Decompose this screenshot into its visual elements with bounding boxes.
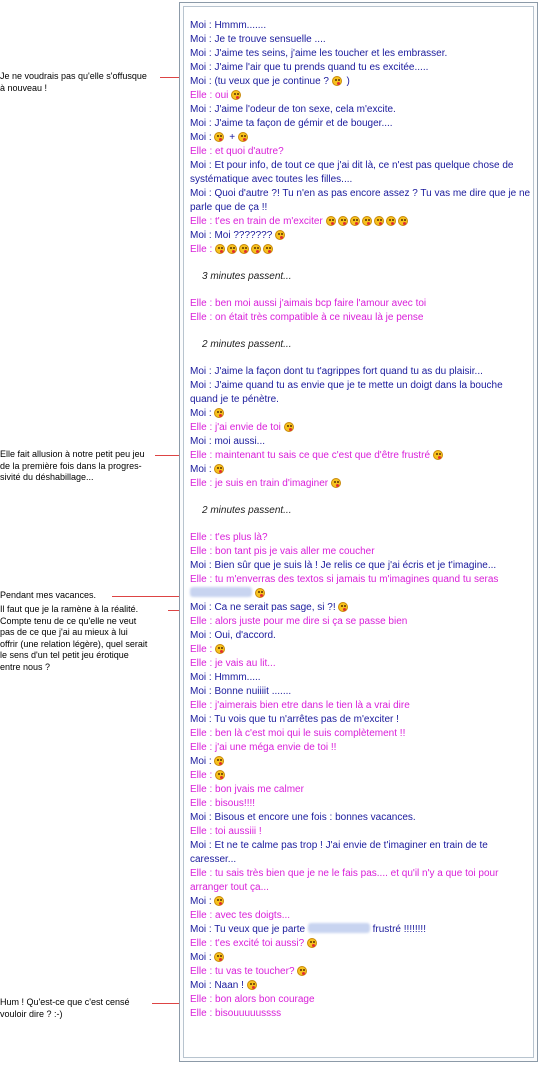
- message-elle: [190, 727, 532, 741]
- message-text: Elle : bisouuuuussss: [190, 1008, 282, 1019]
- message-moi: [190, 379, 532, 407]
- message-elle: [190, 243, 532, 257]
- message-moi: [190, 117, 532, 131]
- message-moi: [190, 895, 532, 909]
- message-moi: [190, 811, 532, 825]
- chat-log-frame: [179, 2, 538, 1062]
- annotation-offense: Je ne voudrais pas qu'elle s'offusque à nouveau !: [0, 71, 147, 93]
- smiley-icon: [326, 216, 336, 226]
- smiley-icon: [214, 952, 224, 962]
- message-text: Moi : J'aime la façon dont tu t'agrippes fort quand tu as du plaisir...: [190, 366, 483, 377]
- message-moi: [190, 601, 532, 615]
- message-text: Elle :: [190, 244, 213, 255]
- message-text: Elle : j'ai une méga envie de toi !!: [190, 742, 337, 753]
- message-elle: [190, 937, 532, 951]
- smiley-icon: [331, 478, 341, 488]
- message-elle: [190, 311, 532, 325]
- message-moi: [190, 923, 532, 937]
- message-text: Elle : toi aussiii !: [190, 826, 262, 837]
- message-text: Moi : Bien sûr que je suis là ! Je relis ce que j'ai écris et je t'imagine...: [190, 560, 497, 571]
- message-elle: [190, 545, 532, 559]
- smiley-icon: [297, 966, 307, 976]
- message-moi: [190, 979, 532, 993]
- message-moi: [190, 755, 532, 769]
- smiley-icon: [386, 216, 396, 226]
- message-text: Moi : Tu vois que tu n'arrêtes pas de m'exciter !: [190, 714, 399, 725]
- time-pause-note: [202, 270, 532, 284]
- smiley-icon: [214, 132, 224, 142]
- message-text: Moi : J'aime ta façon de gémir et de bouger....: [190, 118, 393, 129]
- message-moi: [190, 229, 532, 243]
- redacted-text: [308, 923, 370, 933]
- message-moi: [190, 559, 532, 573]
- message-text: Moi : Ca ne serait pas sage, si ?!: [190, 602, 336, 613]
- message-text: Elle :: [190, 770, 213, 781]
- message-text: Moi : Tu veux que je parte: [190, 924, 306, 935]
- message-moi: [190, 671, 532, 685]
- message-text: Elle : ben là c'est moi qui le suis complètement !!: [190, 728, 406, 739]
- message-elle: [190, 89, 532, 103]
- message-moi: [190, 61, 532, 75]
- smiley-icon: [215, 244, 225, 254]
- message-elle: [190, 1007, 532, 1021]
- smiley-icon: [215, 644, 225, 654]
- message-text: Elle :: [190, 644, 213, 655]
- message-text: Moi : Oui, d'accord.: [190, 630, 276, 641]
- smiley-icon: [255, 588, 265, 598]
- message-moi: [190, 463, 532, 477]
- message-moi: [190, 407, 532, 421]
- smiley-icon: [275, 230, 285, 240]
- smiley-icon: [362, 216, 372, 226]
- message-text: Elle : tu m'enverras des textos si jamais tu m'imagines quand tu seras: [190, 574, 499, 585]
- message-elle: [190, 421, 532, 435]
- message-text: Moi : Quoi d'autre ?! Tu n'en as pas encore assez ? Tu vas me dire que je ne parle que de ça !!: [190, 188, 531, 213]
- message-moi: [190, 19, 532, 33]
- smiley-icon: [284, 422, 294, 432]
- message-elle: [190, 657, 532, 671]
- message-moi: [190, 365, 532, 379]
- message-text: Elle : on était très compatible à ce niveau là je pense: [190, 312, 424, 323]
- message-elle: [190, 215, 532, 229]
- message-suffix: ): [343, 76, 350, 87]
- message-elle: [190, 769, 532, 783]
- message-text: Moi : moi aussi...: [190, 436, 266, 447]
- smiley-icon: [338, 602, 348, 612]
- message-text: Elle : alors juste pour me dire si ça se passe bien: [190, 616, 408, 627]
- message-elle: [190, 699, 532, 713]
- message-elle: [190, 573, 532, 601]
- smiley-icon: [247, 980, 257, 990]
- annotation-reality: Il faut que je la ramène à la réalité. Compte tenu de ce qu'elle ne veut pas de ce que j'ai au mieux à lui offrir (une relation légère), quel serait le sens d'un tel petit jeu érotique entre nous ?: [0, 604, 148, 672]
- time-pause-note: [202, 338, 532, 352]
- smiley-icon: [239, 244, 249, 254]
- message-text: Moi : Et ne te calme pas trop ! J'ai envie de t'imaginer en train de te caresser...: [190, 840, 488, 865]
- message-text: Elle : oui: [190, 90, 229, 101]
- message-moi: [190, 187, 532, 215]
- message-elle: [190, 783, 532, 797]
- message-elle: [190, 643, 532, 657]
- message-text: Moi : (tu veux que je continue ?: [190, 76, 329, 87]
- message-text: Moi :: [190, 464, 212, 475]
- message-text: Elle : avec tes doigts...: [190, 910, 291, 921]
- message-text: Moi : J'aime l'air que tu prends quand tu es excitée.....: [190, 62, 429, 73]
- message-elle: [190, 477, 532, 491]
- smiley-icon: [214, 756, 224, 766]
- message-moi: [190, 159, 532, 187]
- message-text: Elle : maintenant tu sais ce que c'est que d'être frustré: [190, 450, 431, 461]
- message-moi: [190, 47, 532, 61]
- message-text: Elle : ben moi aussi j'aimais bcp faire l'amour avec toi: [190, 298, 427, 309]
- smiley-icon: [214, 408, 224, 418]
- message-elle: [190, 145, 532, 159]
- message-text: Moi : Et pour info, de tout ce que j'ai dit là, ce n'est pas quelque chose de systématique avec toutes les filles....: [190, 160, 514, 185]
- message-text: Elle : t'es en train de m'exciter: [190, 216, 323, 227]
- message-moi: [190, 435, 532, 449]
- time-pause-note: [202, 504, 532, 518]
- message-text: Moi : Je te trouve sensuelle ....: [190, 34, 326, 45]
- message-elle: [190, 449, 532, 463]
- smiley-icon: [231, 90, 241, 100]
- chat-log-inner[interactable]: [183, 6, 534, 1058]
- smiley-icon: [433, 450, 443, 460]
- smiley-icon: [214, 896, 224, 906]
- smiley-icon: [338, 216, 348, 226]
- message-moi: [190, 75, 532, 89]
- smiley-icon: [214, 464, 224, 474]
- smiley-icon: [374, 216, 384, 226]
- message-text: Elle : bon tant pis je vais aller me coucher: [190, 546, 375, 557]
- annotation-connector: [112, 596, 186, 597]
- message-text: Elle : bon alors bon courage: [190, 994, 315, 1005]
- message-text: Moi : Naan !: [190, 980, 244, 991]
- smiley-icon: [251, 244, 261, 254]
- message-elle: [190, 531, 532, 545]
- smiley-icon: [350, 216, 360, 226]
- redacted-text: [190, 587, 252, 597]
- message-text: Moi :: [190, 408, 212, 419]
- message-moi: [190, 629, 532, 643]
- smiley-icon: [332, 76, 342, 86]
- message-text: 2 minutes passent...: [202, 339, 292, 350]
- message-elle: [190, 825, 532, 839]
- smiley-icon: [227, 244, 237, 254]
- message-moi: [190, 713, 532, 727]
- message-moi: [190, 131, 532, 145]
- annotation-hum: Hum ! Qu'est-ce que c'est censé vouloir dire ? :-): [0, 997, 130, 1019]
- message-text: Moi : J'aime l'odeur de ton sexe, cela m'excite.: [190, 104, 396, 115]
- message-elle: [190, 965, 532, 979]
- message-text: Moi :: [190, 896, 212, 907]
- message-text: Moi : Hmmm.......: [190, 20, 267, 31]
- message-text: Elle : je vais au lit...: [190, 658, 276, 669]
- message-moi: [190, 33, 532, 47]
- message-text: Elle : bisous!!!!: [190, 798, 256, 809]
- message-elle: [190, 615, 532, 629]
- message-elle: [190, 741, 532, 755]
- message-text: Elle : t'es excité toi aussi?: [190, 938, 305, 949]
- message-elle: [190, 297, 532, 311]
- chat-log: [190, 19, 532, 1021]
- message-text: Elle : tu vas te toucher?: [190, 966, 295, 977]
- annotation-vacation: Pendant mes vacances.: [0, 590, 97, 600]
- message-text: 3 minutes passent...: [202, 271, 292, 282]
- message-suffix: +: [226, 132, 238, 143]
- smiley-icon: [215, 770, 225, 780]
- message-text: Elle : j'ai envie de toi: [190, 422, 281, 433]
- message-text: Elle : j'aimerais bien etre dans le tien là a vrai dire: [190, 700, 410, 711]
- message-text: Elle : tu sais très bien que je ne le fais pas.... et qu'il n'y a que toi pour arranger tout ça...: [190, 868, 499, 893]
- message-moi: [190, 951, 532, 965]
- message-moi: [190, 685, 532, 699]
- message-elle: [190, 909, 532, 923]
- message-text: Moi :: [190, 132, 212, 143]
- smiley-icon: [307, 938, 317, 948]
- message-text: Elle : et quoi d'autre?: [190, 146, 284, 157]
- smiley-icon: [398, 216, 408, 226]
- message-text: 2 minutes passent...: [202, 505, 292, 516]
- message-text: Elle : t'es plus là?: [190, 532, 268, 543]
- smiley-icon: [263, 244, 273, 254]
- message-text: Moi : J'aime tes seins, j'aime les toucher et les embrasser.: [190, 48, 448, 59]
- message-elle: [190, 867, 532, 895]
- message-text: Moi : Bonne nuiiiit .......: [190, 686, 292, 697]
- message-text: Elle : bon jvais me calmer: [190, 784, 304, 795]
- message-text: Moi : Hmmm.....: [190, 672, 261, 683]
- smiley-icon: [238, 132, 248, 142]
- message-text: Elle : je suis en train d'imaginer: [190, 478, 329, 489]
- message-elle: [190, 797, 532, 811]
- message-text: Moi : Moi ???????: [190, 230, 273, 241]
- annotation-allusion: Elle fait allusion à notre petit peu jeu de la première fois dans la progres- sivité du déshabillage...: [0, 449, 145, 483]
- message-moi: [190, 103, 532, 117]
- message-text: Moi :: [190, 952, 212, 963]
- message-moi: [190, 839, 532, 867]
- message-suffix: frustré !!!!!!!!: [369, 924, 426, 935]
- message-elle: [190, 993, 532, 1007]
- message-text: Moi : J'aime quand tu as envie que je te mette un doigt dans la bouche quand je te pénètre.: [190, 380, 503, 405]
- message-text: Moi : Bisous et encore une fois : bonnes vacances.: [190, 812, 416, 823]
- message-text: Moi :: [190, 756, 212, 767]
